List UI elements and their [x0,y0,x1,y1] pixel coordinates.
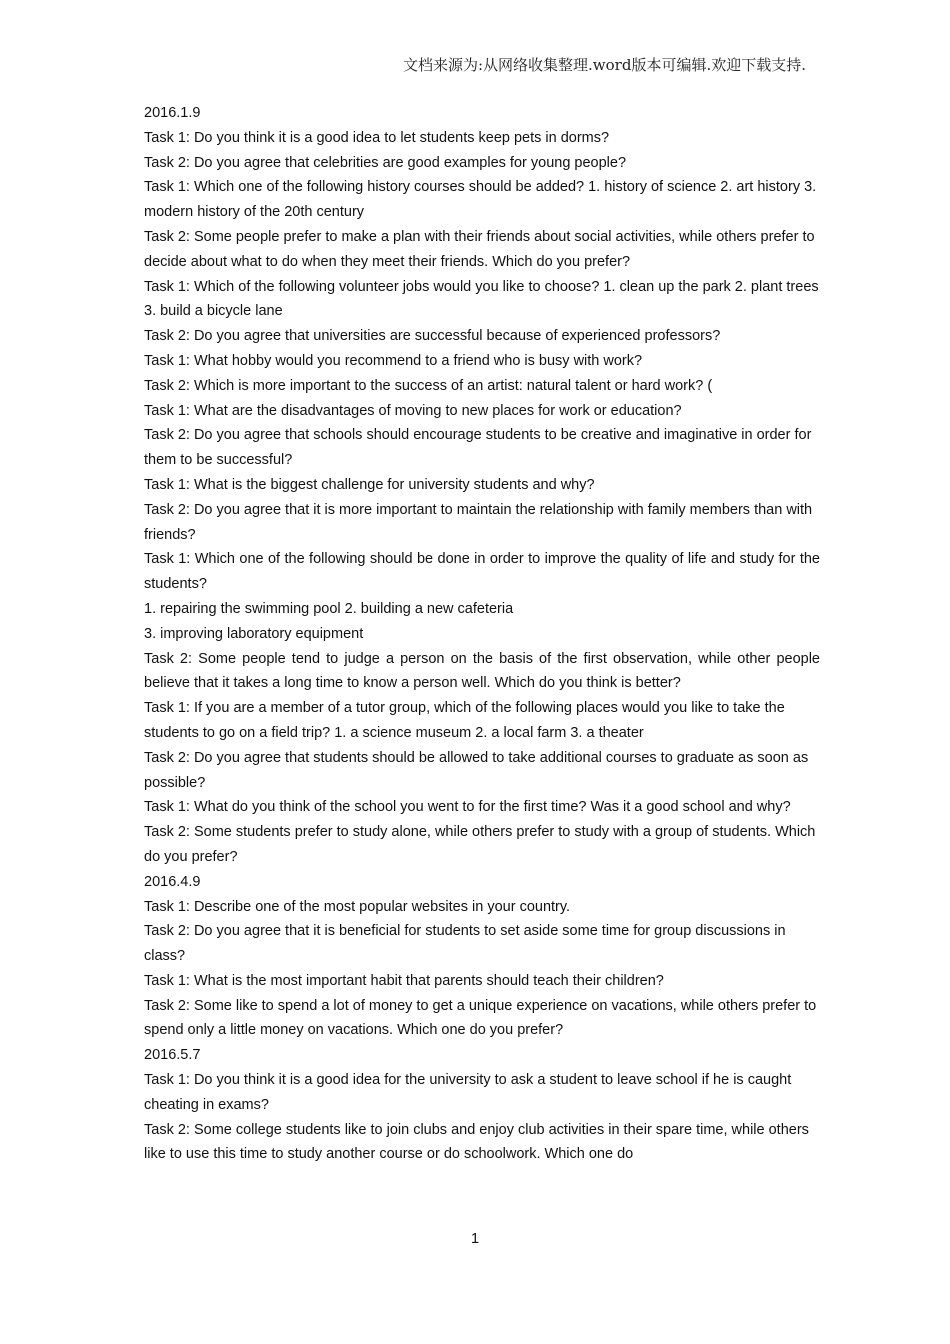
date-heading: 2016.4.9 [144,873,201,890]
date-heading: 2016.5.7 [144,1047,201,1064]
text-line: Task 2: Do you agree that celebrities are good examples for young people? [144,154,627,171]
text-line: Task 2: Do you agree that students should be allowed to take additional courses to graduate as soon as possible? [144,749,809,791]
text-line: Task 1: What do you think of the school you went to for the first time? Was it a good school and why? [144,799,791,816]
text-line: Task 2: Some people tend to judge a person on the basis of the first observation, while other people believe that it takes a long time to know a person well. Which do you think is better? [144,650,820,692]
text-line: Task 1: If you are a member of a tutor group, which of the following places would you like to take the students to go on a field trip? 1. a science museum 2. a local farm 3. a theater [144,700,785,741]
text-line: Task 1: What are the disadvantages of moving to new places for work or education? [144,402,682,419]
text-line: Task 1: Describe one of the most popular websites in your country. [144,898,571,915]
date-heading: 2016.1.9 [144,105,201,121]
text-line: Task 2: Do you agree that schools should encourage students to be creative and imaginative in order for them to be successful? [144,427,812,469]
text-line: Task 1: Do you think it is a good idea for the university to ask a student to leave school if he is caught cheating in exams? [144,1072,792,1113]
text-line: Task 2: Which is more important to the success of an artist: natural talent or hard work? ( [144,377,713,394]
text-line: 1. repairing the swimming pool 2. building a new cafeteria [144,600,514,617]
text-line: 3. improving laboratory equipment [144,625,364,642]
text-line: Task 2: Some college students like to join clubs and enjoy club activities in their spare time, while others like to use this time to study another course or do schoolwork. Which one do [144,1121,809,1163]
text-line: Task 1: Which one of the following should be done in order to improve the quality of life and study for the students? [144,551,820,593]
text-line: Task 1: Which one of the following history courses should be added? 1. history of science 2. art history 3. modern history of the 20th century [144,179,817,221]
text-line: Task 1: Which of the following volunteer jobs would you like to choose? 1. clean up the park 2. plant trees 3. build a bicycle lane [144,278,819,320]
page-header: 文档来源为:从网络收集整理.word版本可编辑.欢迎下载支持. [402,56,806,74]
text-line: Task 2: Do you agree that it is beneficial for students to set aside some time for group discussions in class? [144,923,786,965]
text-line: Task 2: Do you agree that universities are successful because of experienced professors? [144,328,721,345]
text-line: Task 2: Do you agree that it is more important to maintain the relationship with family members than with friends? [144,501,813,543]
document-body [144,101,820,1167]
page-number: 1 [470,1231,480,1247]
text-line: Task 1: Do you think it is a good idea to let students keep pets in dorms? [144,129,610,146]
text-line: Task 2: Some students prefer to study alone, while others prefer to study with a group of students. Which do you prefer? [144,824,816,865]
text-line: Task 1: What is the most important habit that parents should teach their children? [144,972,664,989]
text-line: Task 2: Some like to spend a lot of money to get a unique experience on vacations, while others prefer to spend only a little money on vacations. Which one do you prefer? [144,997,817,1039]
text-line: Task 1: What is the biggest challenge for university students and why? [144,476,595,493]
text-line: Task 1: What hobby would you recommend to a friend who is busy with work? [144,352,643,369]
text-line: Task 2: Some people prefer to make a plan with their friends about social activities, while others prefer to decide about what to do when they meet their friends. Which do you prefer? [144,228,815,270]
